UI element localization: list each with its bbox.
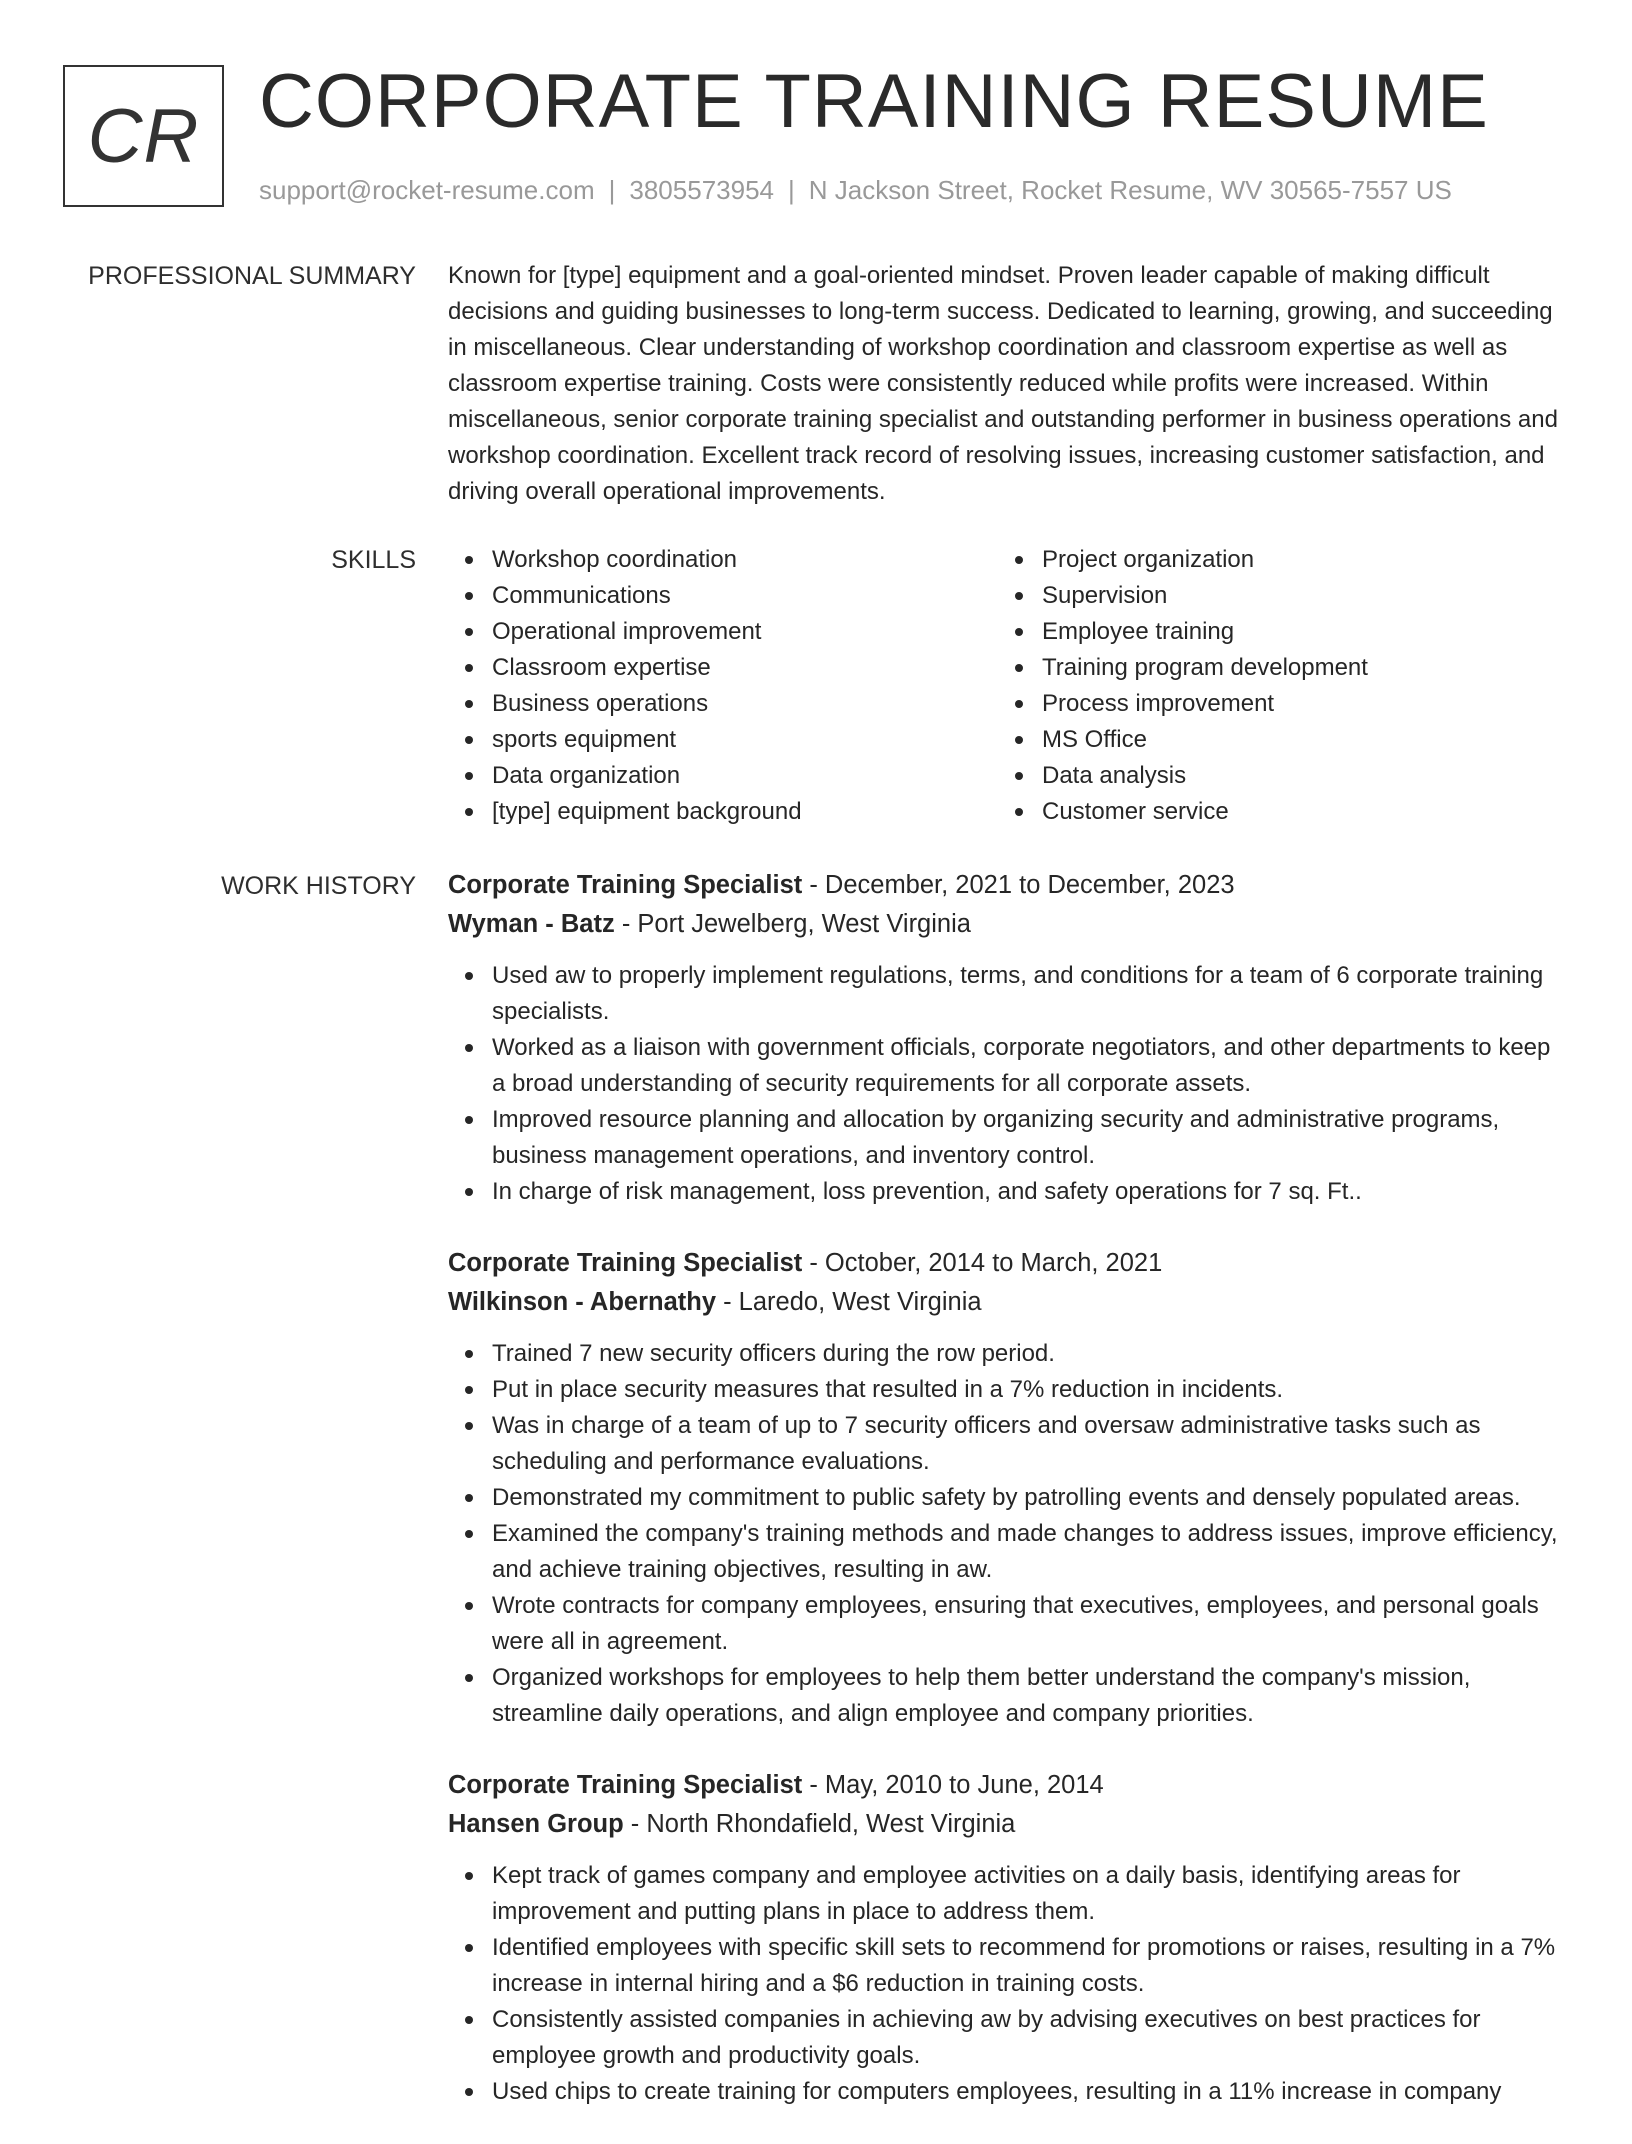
job-bullet: Used aw to properly implement regulations, terms, and conditions for a team of 6 corporate training specialists. <box>448 958 1566 1030</box>
job-entry <box>448 1766 1566 2110</box>
skills-list-left <box>448 542 998 830</box>
job-location: - North Rhondafield, West Virginia <box>623 1810 1016 1838</box>
job-title: Corporate Training Specialist <box>448 871 803 899</box>
job-entry <box>448 1244 1566 1732</box>
job-bullet: Kept track of games company and employee activities on a daily basis, identifying areas for improvement and putting plans in place to address them. <box>448 1858 1566 1930</box>
job-bullet: Wrote contracts for company employees, ensuring that executives, employees, and personal goals were all in agreement. <box>448 1588 1566 1660</box>
job-title-line <box>448 1244 1566 1283</box>
skills-list-right <box>998 542 1548 830</box>
job-bullet: Identified employees with specific skill sets to recommend for promotions or raises, resulting in a 7% increase in internal hiring and a $6 reduction in training costs. <box>448 1930 1566 2002</box>
job-bullet: Trained 7 new security officers during the row period. <box>448 1336 1566 1372</box>
job-bullet-list <box>448 1336 1566 1732</box>
job-company: Hansen Group <box>448 1810 624 1838</box>
skill-item: Operational improvement <box>448 614 998 650</box>
job-bullet: Organized workshops for employees to help them better understand the company's mission, streamline daily operations, and align employee and company priorities. <box>448 1660 1566 1732</box>
job-bullet: Demonstrated my commitment to public safety by patrolling events and densely populated areas. <box>448 1480 1566 1516</box>
job-bullet: Was in charge of a team of up to 7 security officers and oversaw administrative tasks such as scheduling and performance evaluations. <box>448 1408 1566 1480</box>
contact-address: N Jackson Street, Rocket Resume, WV 30565-7557 US <box>808 175 1452 205</box>
job-company-line <box>448 1805 1566 1844</box>
job-company: Wilkinson - Abernathy <box>448 1288 717 1316</box>
skill-item: Customer service <box>998 794 1548 830</box>
contact-line <box>259 175 1452 205</box>
job-bullet: In charge of risk management, loss prevention, and safety operations for 7 sq. Ft.. <box>448 1174 1566 1210</box>
skill-item: [type] equipment background <box>448 794 998 830</box>
skill-item: Project organization <box>998 542 1548 578</box>
skills-heading: SKILLS <box>331 546 416 574</box>
job-dates: - December, 2021 to December, 2023 <box>802 871 1235 899</box>
job-company-line <box>448 905 1566 944</box>
job-company-line <box>448 1283 1566 1322</box>
skills-section <box>448 542 1566 830</box>
work-history-heading: WORK HISTORY <box>221 872 416 900</box>
job-bullet-list <box>448 1858 1566 2110</box>
job-title: Corporate Training Specialist <box>448 1771 803 1799</box>
job-bullet: Worked as a liaison with government officials, corporate negotiators, and other departments to keep a broad understanding of security requirements for all corporate assets. <box>448 1030 1566 1102</box>
job-bullet: Improved resource planning and allocation by organizing security and administrative programs, business management operations, and inventory control. <box>448 1102 1566 1174</box>
job-location: - Laredo, West Virginia <box>716 1288 982 1316</box>
summary-heading: PROFESSIONAL SUMMARY <box>88 262 416 290</box>
job-bullet: Put in place security measures that resulted in a 7% reduction in incidents. <box>448 1372 1566 1408</box>
job-entry <box>448 866 1566 1210</box>
skill-item: Classroom expertise <box>448 650 998 686</box>
skill-item: Employee training <box>998 614 1548 650</box>
job-bullet-list <box>448 958 1566 1210</box>
skill-item: Data organization <box>448 758 998 794</box>
skill-item: Data analysis <box>998 758 1548 794</box>
work-history-section <box>448 866 1566 2144</box>
skill-item: sports equipment <box>448 722 998 758</box>
contact-phone[interactable]: 3805573954 <box>629 175 774 205</box>
job-location: - Port Jewelberg, West Virginia <box>614 910 971 938</box>
skill-item: Supervision <box>998 578 1548 614</box>
job-dates: - October, 2014 to March, 2021 <box>802 1249 1163 1277</box>
job-bullet: Used chips to create training for computers employees, resulting in a 11% increase in company <box>448 2074 1566 2110</box>
job-dates: - May, 2010 to June, 2014 <box>802 1771 1104 1799</box>
resume-title: CORPORATE TRAINING RESUME <box>259 59 1489 144</box>
summary-section <box>448 258 1566 510</box>
skill-item: Process improvement <box>998 686 1548 722</box>
monogram-badge <box>63 65 224 207</box>
skill-item: Workshop coordination <box>448 542 998 578</box>
job-title-line <box>448 1766 1566 1805</box>
monogram-initials: CR <box>87 93 200 179</box>
job-company: Wyman - Batz <box>448 910 615 938</box>
job-title: Corporate Training Specialist <box>448 1249 803 1277</box>
skill-item: Communications <box>448 578 998 614</box>
contact-email[interactable]: support@rocket-resume.com <box>259 175 595 205</box>
job-bullet: Consistently assisted companies in achieving aw by advising executives on best practices for employee growth and productivity goals. <box>448 2002 1566 2074</box>
skill-item: Training program development <box>998 650 1548 686</box>
job-title-line <box>448 866 1566 905</box>
summary-text: Known for [type] equipment and a goal-oriented mindset. Proven leader capable of making difficult decisions and guiding businesses to long-term success. Dedicated to learning, growing, and succeeding in miscellaneous. Clear understanding of workshop coordination and classroom expertise as well as classroom expertise training. Costs were consistently reduced while profits were increased. Within miscellaneous, senior corporate training specialist and outstanding performer in business operations and workshop coordination. Excellent track record of resolving issues, increasing customer satisfaction, and driving overall operational improvements. <box>448 262 1558 505</box>
skill-item: MS Office <box>998 722 1548 758</box>
contact-separator: | <box>608 175 616 205</box>
contact-separator: | <box>788 175 795 205</box>
skill-item: Business operations <box>448 686 998 722</box>
job-bullet: Examined the company's training methods and made changes to address issues, improve efficiency, and achieve training objectives, resulting in aw. <box>448 1516 1566 1588</box>
